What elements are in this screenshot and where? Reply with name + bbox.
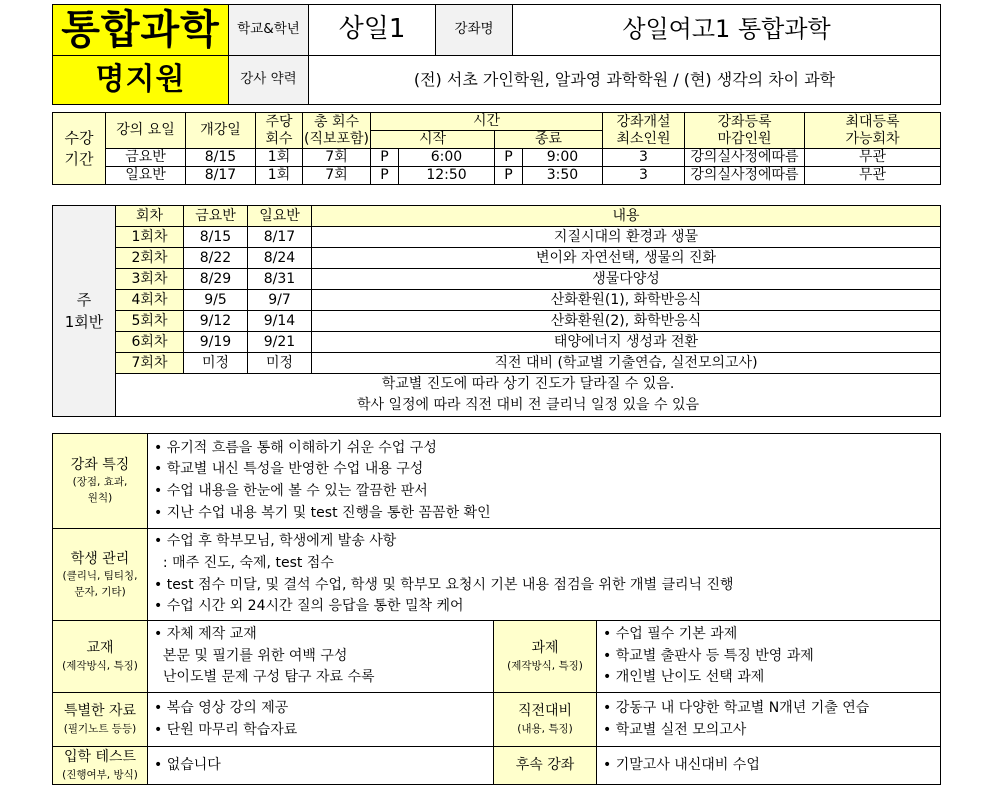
session-label: 2회차 xyxy=(116,248,184,269)
sun-date: 8/24 xyxy=(248,248,312,269)
header-day: 강의 요일 xyxy=(106,113,186,149)
row-end-ampm: P xyxy=(495,167,523,185)
session-label: 7회차 xyxy=(116,353,184,374)
row-day: 일요반 xyxy=(106,167,186,185)
row-total: 7회 xyxy=(303,167,371,185)
table-row xyxy=(53,248,941,269)
row-end-time: 3:50 xyxy=(523,167,603,185)
course-name-label: 강좌명 xyxy=(436,5,513,56)
row-total: 7회 xyxy=(303,149,371,167)
followup-label: 후속 강좌 xyxy=(494,747,597,785)
table-row xyxy=(53,290,941,311)
sun-date: 8/31 xyxy=(248,269,312,290)
teacher-name: 명지원 xyxy=(53,56,229,105)
sun-date: 9/21 xyxy=(248,332,312,353)
fri-date: 미정 xyxy=(184,353,248,374)
header-table xyxy=(52,4,941,105)
school-grade-label: 학교&학년 xyxy=(229,5,309,56)
prep-label: 직전대비 (내용, 특징) xyxy=(494,693,597,747)
fri-date: 9/12 xyxy=(184,311,248,332)
row-min: 3 xyxy=(603,167,685,185)
profile-value: (전) 서초 가인학원, 알과영 과학학원 / (현) 생각의 차이 과학 xyxy=(309,56,941,105)
prep-content: • 강동구 내 다양한 학교별 N개년 기출 연습 • 학교별 실전 모의고사 xyxy=(597,693,941,747)
row-weekly: 1회 xyxy=(256,167,303,185)
row-start-ampm: P xyxy=(371,167,399,185)
fri-date: 8/29 xyxy=(184,269,248,290)
subject-title: 통합과학 xyxy=(53,5,229,56)
fri-date: 9/5 xyxy=(184,290,248,311)
row-end-time: 9:00 xyxy=(523,149,603,167)
table-row xyxy=(53,227,941,248)
profile-label: 강사 약력 xyxy=(229,56,309,105)
entrance-content: • 없습니다 xyxy=(148,747,494,785)
period-side-label: 수강 기간 xyxy=(53,113,106,185)
homework-label: 과제 (제작방식, 특징) xyxy=(494,621,597,693)
course-period-table xyxy=(52,112,941,185)
period-row xyxy=(53,167,941,185)
row-deadline: 강의실사정에따름 xyxy=(685,149,805,167)
header-deadline: 강좌등록 마감인원 xyxy=(685,113,805,149)
session-label: 4회차 xyxy=(116,290,184,311)
session-content: 생물다양성 xyxy=(312,269,941,290)
sun-date: 8/17 xyxy=(248,227,312,248)
course-name-value: 상일여고1 통합과학 xyxy=(513,5,941,56)
fri-date: 8/15 xyxy=(184,227,248,248)
session-content: 직전 대비 (학교별 기출연습, 실전모의고사) xyxy=(312,353,941,374)
entrance-label: 입학 테스트 (진행여부, 방식) xyxy=(53,747,148,785)
header-total: 총 회수 (직보포함) xyxy=(303,114,370,147)
header-fri: 금요반 xyxy=(184,206,248,227)
schedule-notes: 학교별 진도에 따라 상기 진도가 달라질 수 있음. 학사 일정에 따라 직전 대비 전 클리닉 일정 있을 수 있음 xyxy=(116,374,941,417)
followup-content: • 기말고사 내신대비 수업 xyxy=(597,747,941,785)
header-start: 시작 xyxy=(371,131,495,149)
table-row xyxy=(53,332,941,353)
row-max: 무관 xyxy=(805,167,941,185)
sun-date: 9/7 xyxy=(248,290,312,311)
row-start-time: 6:00 xyxy=(399,149,495,167)
row-end-ampm: P xyxy=(495,149,523,167)
schedule-table xyxy=(52,205,941,417)
row-deadline: 강의실사정에따름 xyxy=(685,167,805,185)
sun-date: 미정 xyxy=(248,353,312,374)
schedule-side-label: 주 1회반 xyxy=(53,206,116,417)
row-start-ampm: P xyxy=(371,149,399,167)
session-label: 6회차 xyxy=(116,332,184,353)
features-label: 강좌 특징 (장점, 효과, 원칙) xyxy=(53,434,148,529)
header-session: 회차 xyxy=(116,206,184,227)
session-label: 1회차 xyxy=(116,227,184,248)
row-max: 무관 xyxy=(805,149,941,167)
fri-date: 9/19 xyxy=(184,332,248,353)
header-end: 종료 xyxy=(495,131,603,149)
table-row xyxy=(53,311,941,332)
header-weekly: 주당 회수 xyxy=(256,113,303,149)
session-label: 5회차 xyxy=(116,311,184,332)
header-time: 시간 xyxy=(371,113,603,131)
session-content: 지질시대의 환경과 생물 xyxy=(312,227,941,248)
header-start-date: 개강일 xyxy=(186,113,256,149)
session-content: 태양에너지 생성과 전환 xyxy=(312,332,941,353)
textbook-label: 교재 (제작방식, 특징) xyxy=(53,621,148,693)
fri-date: 8/22 xyxy=(184,248,248,269)
management-label: 학생 관리 (클리닉, 팀티칭, 문자, 기타) xyxy=(53,529,148,621)
homework-content: • 수업 필수 기본 과제 • 학교별 출판사 등 특징 반영 과제 • 개인별 난이도 선택 과제 xyxy=(597,621,941,693)
row-start-date: 8/15 xyxy=(186,149,256,167)
session-content: 산화환원(2), 화학반응식 xyxy=(312,311,941,332)
management-content: • 수업 후 학부모님, 학생에게 발송 사항 : 매주 진도, 숙제, test 점수 • test 점수 미달, 및 결석 수업, 학생 및 학부모 요청시 기본 내용 점검을 위한 개별 클리닉 진행 • 수업 시간 외 24시간 질의 응답을 통한 밀착 케어 xyxy=(148,529,941,621)
session-content: 산화환원(1), 화학반응식 xyxy=(312,290,941,311)
table-row xyxy=(53,353,941,374)
table-row xyxy=(53,269,941,290)
materials-content: • 복습 영상 강의 제공 • 단원 마무리 학습자료 xyxy=(148,693,494,747)
row-min: 3 xyxy=(603,149,685,167)
row-start-date: 8/17 xyxy=(186,167,256,185)
info-table xyxy=(52,433,941,785)
header-min: 강좌개설 최소인원 xyxy=(603,113,685,149)
header-max: 최대등록 가능회차 xyxy=(805,113,941,149)
row-start-time: 12:50 xyxy=(399,167,495,185)
header-sun: 일요반 xyxy=(248,206,312,227)
session-content: 변이와 자연선택, 생물의 진화 xyxy=(312,248,941,269)
school-grade-value: 상일1 xyxy=(309,5,436,56)
session-label: 3회차 xyxy=(116,269,184,290)
header-content: 내용 xyxy=(312,206,941,227)
features-content: • 유기적 흐름을 통해 이해하기 쉬운 수업 구성 • 학교별 내신 특성을 반영한 수업 내용 구성 • 수업 내용을 한눈에 볼 수 있는 깔끔한 판서 • 지난 수업 내용 복기 및 test 진행을 통한 꼼꼼한 확인 xyxy=(148,434,941,529)
row-day: 금요반 xyxy=(106,149,186,167)
materials-label: 특별한 자료 (필기노트 등등) xyxy=(53,693,148,747)
textbook-content: • 자체 제작 교재 본문 및 필기를 위한 여백 구성 난이도별 문제 구성 탐구 자료 수록 xyxy=(148,621,494,693)
period-row xyxy=(53,149,941,167)
sun-date: 9/14 xyxy=(248,311,312,332)
row-weekly: 1회 xyxy=(256,149,303,167)
